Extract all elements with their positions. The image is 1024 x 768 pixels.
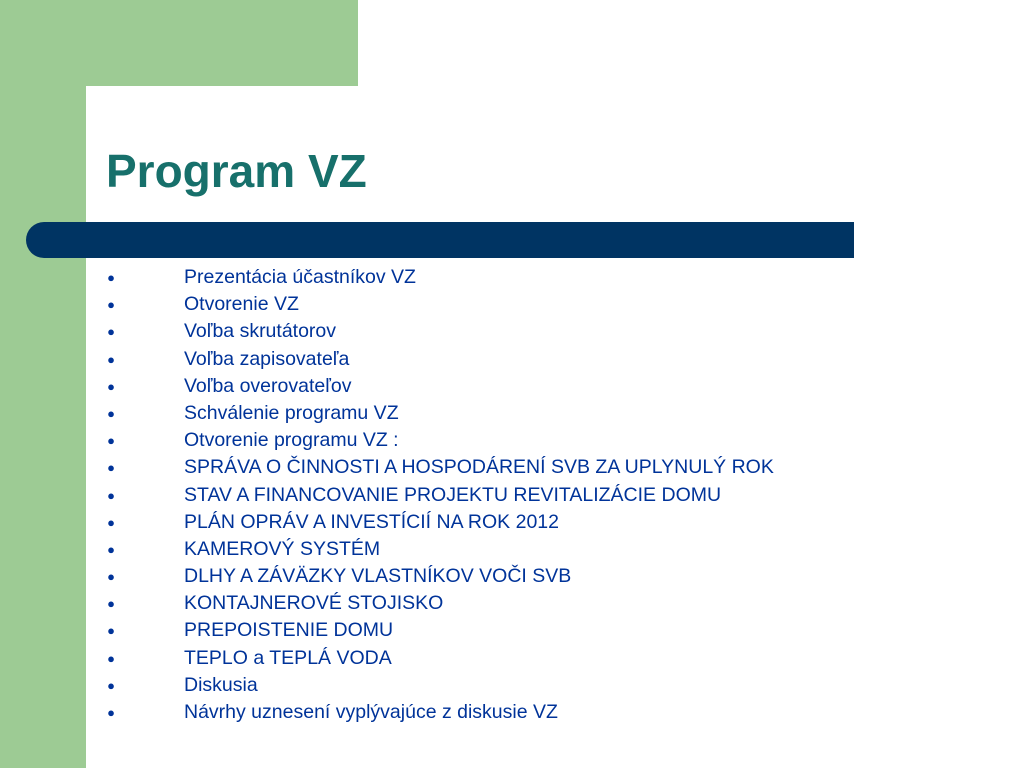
agenda-item-text: SPRÁVA O ČINNOSTI A HOSPODÁRENÍ SVB ZA UPLYNULÝ ROK xyxy=(184,456,774,479)
agenda-item-text: Otvorenie programu VZ : xyxy=(184,429,399,452)
agenda-item-text: Voľba skrutátorov xyxy=(184,320,337,343)
bullet-icon: ● xyxy=(107,677,115,693)
agenda-item-text: DLHY A ZÁVÄZKY VLASTNÍKOV VOČI SVB xyxy=(184,565,572,588)
bullet-icon: ● xyxy=(107,324,115,340)
agenda-item xyxy=(100,672,1000,699)
bullet-icon: ● xyxy=(107,623,115,639)
agenda-item xyxy=(100,427,1000,454)
agenda-item-text: Otvorenie VZ xyxy=(184,293,299,316)
bullet-icon: ● xyxy=(107,405,115,421)
agenda-item xyxy=(100,509,1000,536)
bullet-icon: ● xyxy=(107,270,115,285)
agenda-item xyxy=(100,291,1000,318)
agenda-list xyxy=(100,264,1000,726)
agenda-item xyxy=(100,590,1000,617)
agenda-item-text: KAMEROVÝ SYSTÉM xyxy=(184,537,381,560)
agenda-item-text: Návrhy uznesení vyplývajúce z diskusie VZ xyxy=(184,701,558,723)
agenda-item xyxy=(100,400,1000,427)
bullet-icon: ● xyxy=(107,596,115,612)
agenda-item xyxy=(100,645,1000,672)
agenda-item xyxy=(100,346,1000,373)
bullet-icon: ● xyxy=(107,487,115,503)
agenda-item-text: Diskusia xyxy=(184,673,258,696)
agenda-item-text: Schválenie programu VZ xyxy=(184,401,399,424)
bullet-icon: ● xyxy=(107,705,115,720)
bullet-icon: ● xyxy=(107,297,115,313)
agenda-item-text: KONTAJNEROVÉ STOJISKO xyxy=(184,592,444,615)
bullet-icon: ● xyxy=(107,351,115,367)
agenda-item-text: Prezentácia účastníkov VZ xyxy=(184,266,416,288)
agenda-item xyxy=(100,617,1000,644)
green-accent-left xyxy=(0,0,86,768)
agenda-item-text: TEPLO a TEPLÁ VODA xyxy=(184,646,392,669)
slide-title: Program VZ xyxy=(106,145,367,197)
bullet-icon: ● xyxy=(107,569,115,585)
bullet-icon: ● xyxy=(107,650,115,666)
agenda-item xyxy=(100,536,1000,563)
title-divider-bar xyxy=(26,222,854,258)
agenda-item xyxy=(100,373,1000,400)
bullet-icon: ● xyxy=(107,541,115,557)
agenda-item xyxy=(100,454,1000,481)
agenda-item-text: PREPOISTENIE DOMU xyxy=(184,619,394,642)
bullet-icon: ● xyxy=(107,514,115,530)
bullet-icon: ● xyxy=(107,433,115,449)
agenda-item-text: Voľba zapisovateľa xyxy=(184,347,350,370)
agenda-item xyxy=(100,699,1000,726)
agenda-item xyxy=(100,482,1000,509)
agenda-item-text: Voľba overovateľov xyxy=(184,374,352,397)
agenda-item-text: STAV A FINANCOVANIE PROJEKTU REVITALIZÁCIE DOMU xyxy=(184,483,722,506)
bullet-icon: ● xyxy=(107,378,115,394)
agenda-item-text: PLÁN OPRÁV A INVESTÍCIÍ NA ROK 2012 xyxy=(184,510,559,533)
agenda-item xyxy=(100,318,1000,345)
bullet-icon: ● xyxy=(107,460,115,476)
agenda-item xyxy=(100,264,1000,291)
agenda-item xyxy=(100,563,1000,590)
